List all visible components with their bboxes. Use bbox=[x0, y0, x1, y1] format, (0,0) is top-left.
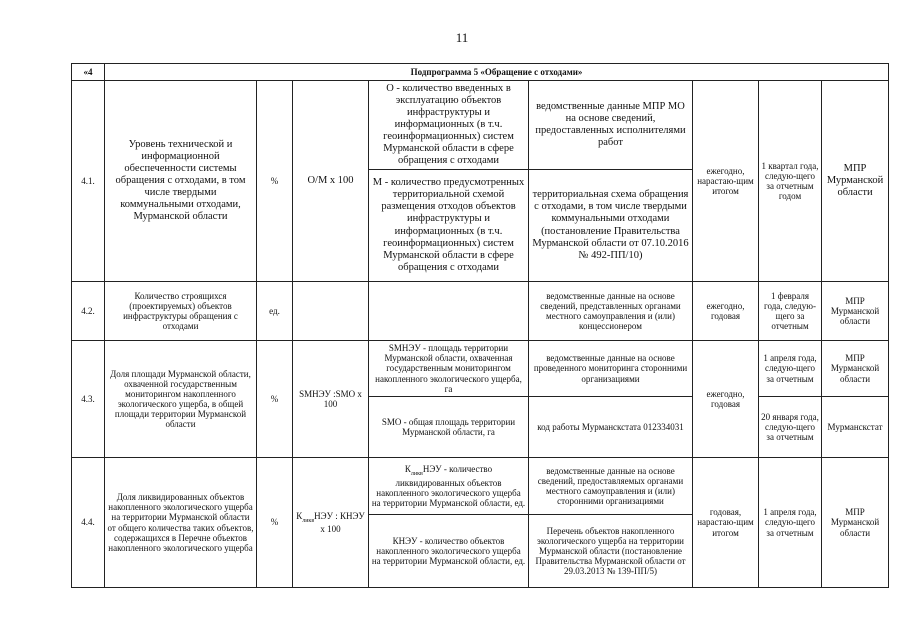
component-subscript: ликв bbox=[410, 470, 423, 477]
data-source: ведомственные данные МПР МО на основе сведений, предоставленных исполнителями работ bbox=[529, 81, 693, 170]
periodicity: ежегодно, годовая bbox=[693, 341, 759, 458]
responsible-body: МПР Мурманской области bbox=[822, 458, 889, 588]
data-source: код работы Мурманскстата 012334031 bbox=[529, 397, 693, 458]
component-description: О - количество введенных в эксплуатацию объектов инфраструктуры и информационных (в т.ч. геоинформационных) систем Мурманской области в сфере обращения с отходами bbox=[369, 81, 529, 170]
indicator-name: Доля ликвидированных объектов накопленного экологического ущерба на территории Мурманской области от общего количества таких объектов, содержащихся в Перечне объектов накопленного экологического ущерба bbox=[105, 458, 257, 588]
formula-rest: НЭУ : КНЭУ х 100 bbox=[314, 510, 365, 535]
deadline: 1 апреля года, следую-щего за отчетным bbox=[759, 458, 822, 588]
periodicity: ежегодно, нарастаю-щим итогом bbox=[693, 81, 759, 282]
table-row bbox=[72, 282, 889, 341]
section-mark: «4 bbox=[72, 64, 105, 81]
table-row bbox=[72, 341, 889, 397]
component-description bbox=[369, 282, 529, 341]
deadline: 20 января года, следую-щего за отчетным bbox=[759, 397, 822, 458]
page-number: 11 bbox=[455, 30, 469, 45]
table-row bbox=[72, 81, 889, 170]
responsible-body: МПР Мурманской области bbox=[822, 282, 889, 341]
component-symbol: К bbox=[404, 464, 411, 475]
formula-subscript: ликв bbox=[302, 517, 315, 524]
indicator-unit: % bbox=[257, 341, 293, 458]
deadline: 1 апреля года, следую-щего за отчетным bbox=[759, 341, 822, 397]
deadline: 1 квартал года, следую-щего за отчетным годом bbox=[759, 81, 822, 282]
subprogram-header-row bbox=[72, 64, 889, 81]
data-source: территориальная схема обращения с отходами, в том числе твердыми коммунальными отходами (постановление Правительства Мурманской области от 07.10.2016 № 492-ПП/10) bbox=[529, 170, 693, 282]
indicator-number: 4.4. bbox=[72, 458, 105, 588]
component-description: SМНЭУ - площадь территории Мурманской области, охваченная государственным мониторингом накопленного экологического ущерба, га bbox=[369, 341, 529, 397]
component-description: КНЭУ - количество объектов накопленного экологического ущерба на территории Мурманской области, ед. bbox=[369, 515, 529, 588]
indicator-number: 4.2. bbox=[72, 282, 105, 341]
indicator-unit: % bbox=[257, 81, 293, 282]
indicator-unit: ед. bbox=[257, 282, 293, 341]
indicator-formula bbox=[293, 282, 369, 341]
deadline: 1 февраля года, следую-щего за отчетным bbox=[759, 282, 822, 341]
indicator-formula bbox=[293, 458, 369, 588]
data-source: ведомственные данные на основе сведений, представленных органами местного самоуправления и (или) концессионером bbox=[529, 282, 693, 341]
indicator-name: Доля площади Мурманской области, охваченной государственным мониторингом накопленного экологического ущерба, в общей площади территории Мурманской области bbox=[105, 341, 257, 458]
indicator-unit: % bbox=[257, 458, 293, 588]
data-source: Перечень объектов накопленного экологического ущерба на территории Мурманской области (постановление Правительства Мурманской области от 29.03.2013 № 139-ПП/5) bbox=[529, 515, 693, 588]
indicator-name: Уровень технической и информационной обеспеченности системы обращения с отходами, в том числе твердыми коммунальными отходами, Мурманской области bbox=[105, 81, 257, 282]
formula-symbol: К bbox=[296, 510, 303, 521]
component-description: SМО - общая площадь территории Мурманской области, га bbox=[369, 397, 529, 458]
indicator-number: 4.3. bbox=[72, 341, 105, 458]
indicator-formula: О/М х 100 bbox=[293, 81, 369, 282]
responsible-body: МПР Мурманской области bbox=[822, 81, 889, 282]
indicator-name: Количество строящихся (проектируемых) объектов инфраструктуры обращения с отходами bbox=[105, 282, 257, 341]
indicators-table bbox=[71, 63, 889, 588]
subprogram-title: Подпрограмма 5 «Обращение с отходами» bbox=[105, 64, 889, 81]
component-text: НЭУ - количество ликвидированных объектов накопленного экологического ущерба на территории Мурманской области, ед. bbox=[371, 464, 526, 508]
periodicity: ежегодно, годовая bbox=[693, 282, 759, 341]
responsible-body: МПР Мурманской области bbox=[822, 341, 889, 397]
component-description bbox=[369, 458, 529, 515]
indicator-formula: SМНЭУ :SМО х 100 bbox=[293, 341, 369, 458]
indicator-number: 4.1. bbox=[72, 81, 105, 282]
component-description: М - количество предусмотренных территориальной схемой размещения отходов объектов инфраструктуры и информационных (в т.ч. геоинформационных) систем Мурманской области в сфере обращения с отходами bbox=[369, 170, 529, 282]
responsible-body: Мурманскстат bbox=[822, 397, 889, 458]
data-source: ведомственные данные на основе проведенного мониторинга сторонними организациями bbox=[529, 341, 693, 397]
data-source: ведомственные данные на основе сведений, предоставляемых органами местного самоуправления и (или) сторонними организациями bbox=[529, 458, 693, 515]
periodicity: годовая, нарастаю-щим итогом bbox=[693, 458, 759, 588]
table-row bbox=[72, 458, 889, 515]
